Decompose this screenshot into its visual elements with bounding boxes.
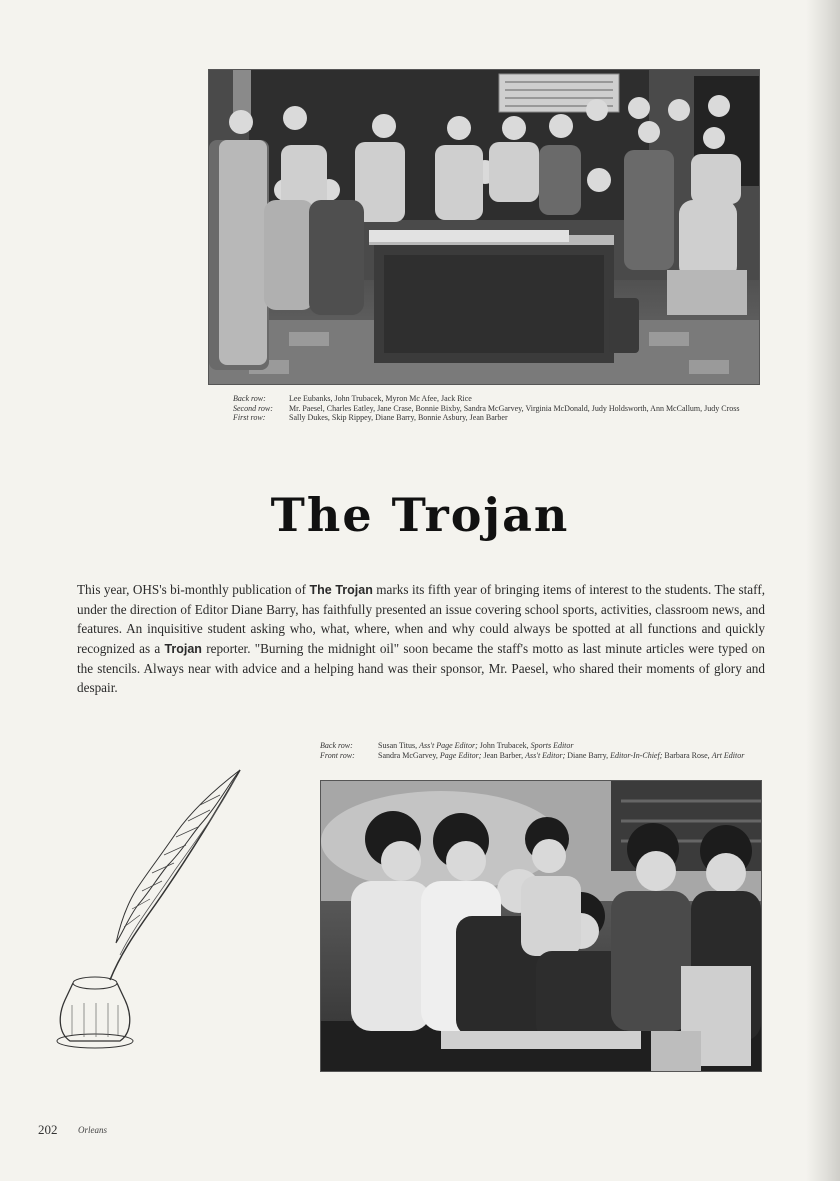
first-row-names: Sally Dukes, Skip Rippey, Diane Barry, Bonnie Asbury, Jean Barber xyxy=(289,413,508,422)
bottom-front-row-label: Front row: xyxy=(320,750,355,760)
back-row-label: Back row: xyxy=(233,394,266,403)
front-role-d: Art Editor xyxy=(711,750,745,760)
article-text-1: This year, OHS's bi-monthly publication of xyxy=(77,582,310,597)
front-name-a: Sandra McGarvey, xyxy=(378,750,440,760)
front-role-a: Page Editor; xyxy=(439,750,482,760)
front-role-c: Editor-In-Chief; xyxy=(610,750,663,760)
back-role-a: Ass't Page Editor; xyxy=(419,741,478,750)
page-number: 202 xyxy=(38,1122,58,1137)
bottom-photo-caption xyxy=(320,741,760,760)
caption-bottom-back-row xyxy=(320,741,760,751)
page-edge-shadow xyxy=(806,0,840,1181)
bottom-back-row-label: Back row: xyxy=(320,741,353,750)
editors-photo xyxy=(320,780,762,1072)
article-bold-1: The Trojan xyxy=(309,583,373,597)
article-bold-2: Trojan xyxy=(164,641,202,656)
article-text-3: reporter. "Burning the midnight oil" soon became the staff's motto as last minute articles were typed on the stencils. Always near with advice and a helping hand was their sponsor, Mr. Paesel, who shared their moments of glory and despair. xyxy=(77,640,765,696)
top-photo-caption xyxy=(233,394,753,423)
caption-back-row xyxy=(233,394,753,404)
front-name-b: Jean Barber, xyxy=(481,750,526,760)
caption-first-row xyxy=(233,413,753,423)
second-row-names: Mr. Paesel, Charles Eatley, Jane Crase, Bonnie Bixby, Sandra McGarvey, Virginia McDonald, Judy Holdsworth, Ann McCallum, Judy Cross xyxy=(289,403,740,413)
page-title: The Trojan xyxy=(270,488,570,542)
back-role-b: Sports Editor xyxy=(530,741,574,750)
first-row-label: First row: xyxy=(233,413,266,422)
quill-inkwell-illustration xyxy=(50,765,245,1055)
front-role-b: Ass't Editor; xyxy=(525,750,566,760)
footer-label: Orleans xyxy=(78,1125,107,1135)
article-paragraph xyxy=(77,580,765,697)
article-text-2: marks its fifth year of bringing items of interest to the students. The staff, under the direction of Editor Diane Barry, has faithfully presented an issue covering school sports, activities, classroom news, and features. An inquisitive student asking who, what, where, when and why could always be spotted at all functions and quickly recognized as a xyxy=(77,582,766,656)
staff-group-photo xyxy=(208,69,760,385)
second-row-label: Second row: xyxy=(233,403,273,413)
bottom-front-row-names xyxy=(378,751,760,761)
back-row-names: Lee Eubanks, John Trubacek, Myron Mc Afee, Jack Rice xyxy=(289,394,472,403)
front-name-c: Diane Barry, xyxy=(565,750,611,760)
caption-bottom-front-row xyxy=(320,751,760,761)
bottom-back-row-names xyxy=(378,741,760,751)
back-name-b: John Trubacek, xyxy=(477,741,531,750)
front-name-d: Barbara Rose, xyxy=(662,750,712,760)
back-name-a: Susan Titus, xyxy=(378,741,420,750)
caption-second-row xyxy=(233,404,753,414)
